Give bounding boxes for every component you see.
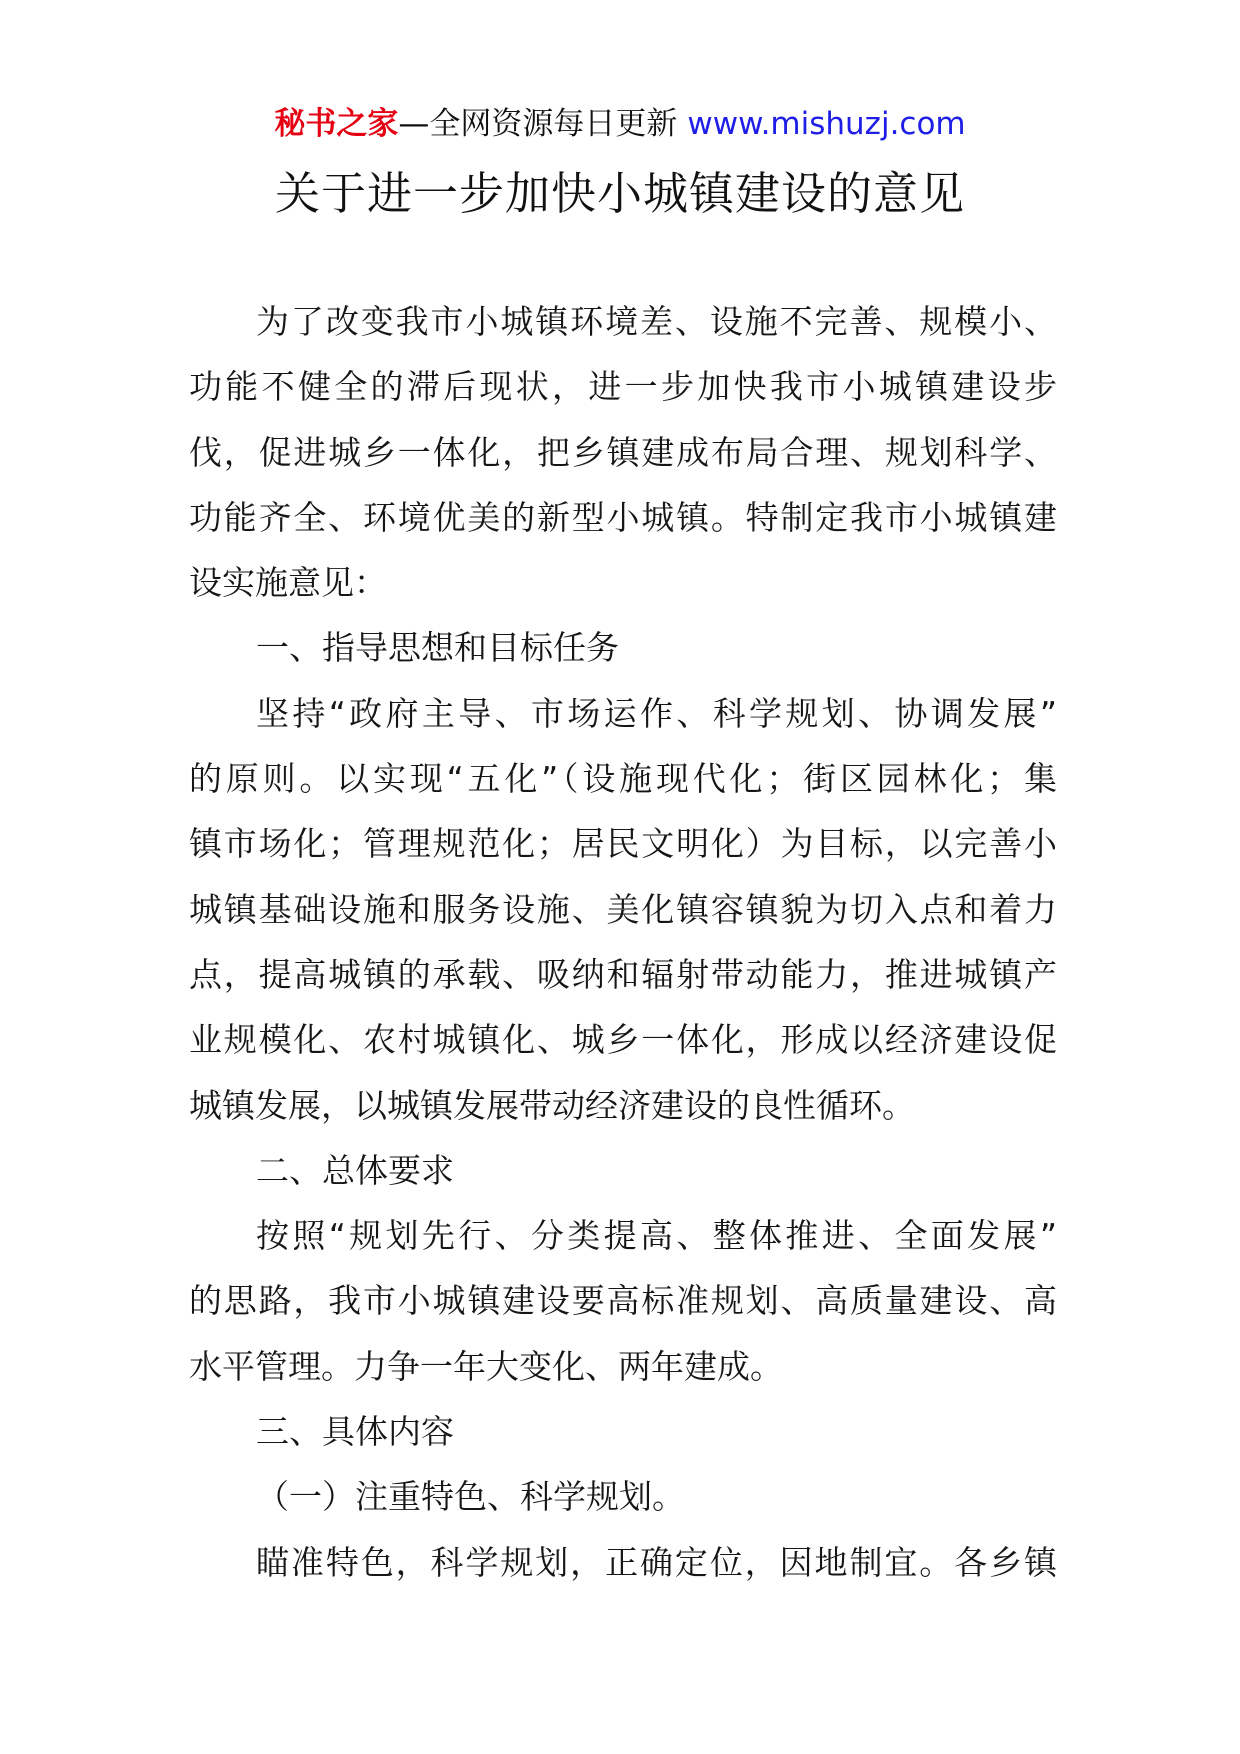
body-line: 城镇基础设施和服务设施、美化镇容镇貌为切入点和着力	[189, 889, 1057, 929]
section-heading: 一、指导思想和目标任务	[256, 628, 619, 668]
header-tagline: —全网资源每日更新	[398, 106, 678, 142]
body-line: 为了改变我市小城镇环境差、设施不完善、规模小、	[256, 302, 1057, 341]
body-line: 的原则。以实现“五化”（设施现代化；街区园林化；集	[189, 759, 1057, 799]
site-header	[0, 100, 1240, 148]
body-line: 的思路，我市小城镇建设要高标准规划、高质量建设、高	[189, 1281, 1057, 1321]
site-url: www.mishuzj.com	[687, 106, 966, 142]
body-line: 水平管理。力争一年大变化、两年建成。	[189, 1346, 783, 1386]
body-line: 设实施意见：	[189, 563, 387, 603]
body-line: 城镇发展，以城镇发展带动经济建设的良性循环。	[189, 1085, 915, 1125]
body-line: 瞄准特色，科学规划，正确定位，因地制宜。各乡镇	[256, 1542, 1057, 1582]
section-heading: 三、具体内容	[256, 1412, 454, 1452]
body-line: 按照“规划先行、分类提高、整体推进、全面发展”	[256, 1216, 1057, 1256]
section-heading: 二、总体要求	[256, 1150, 454, 1190]
brand-name: 秘书之家	[274, 106, 399, 142]
document-title: 关于进一步加快小城镇建设的意见	[274, 167, 965, 220]
body-line: 功能齐全、环境优美的新型小城镇。特制定我市小城镇建	[189, 497, 1057, 537]
subsection-heading: （一）注重特色、科学规划。	[256, 1477, 685, 1517]
body-line: 镇市场化；管理规范化；居民文明化）为目标，以完善小	[189, 824, 1057, 864]
body-line: 功能不健全的滞后现状，进一步加快我市小城镇建设步	[189, 367, 1057, 407]
body-line: 业规模化、农村城镇化、城乡一体化，形成以经济建设促	[189, 1020, 1057, 1060]
body-line: 伐，促进城乡一体化，把乡镇建成布局合理、规划科学、	[189, 432, 1057, 472]
document-body	[189, 289, 1057, 1595]
body-line: 点，提高城镇的承载、吸纳和辐射带动能力，推进城镇产	[189, 954, 1057, 994]
body-line: 坚持“政府主导、市场运作、科学规划、协调发展”	[256, 693, 1057, 733]
